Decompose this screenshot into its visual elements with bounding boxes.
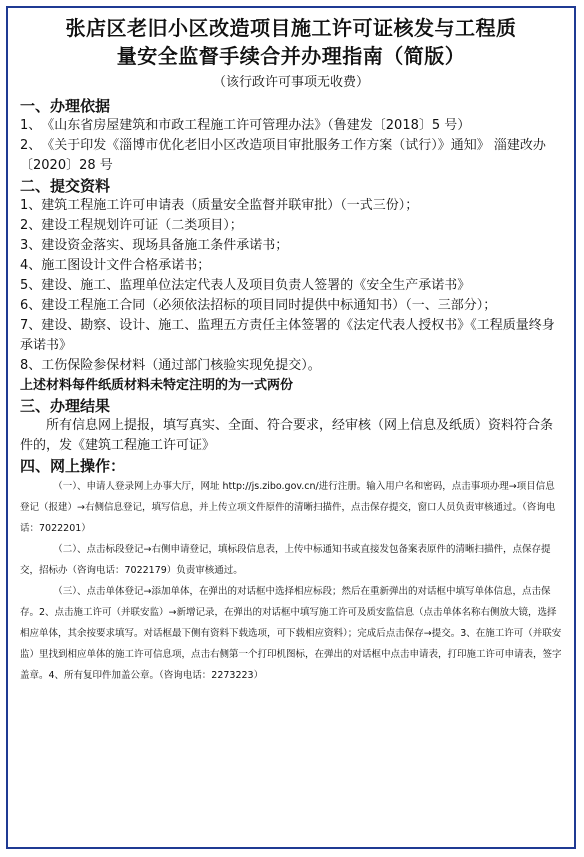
material-item-7: 7、建设、勘察、设计、施工、监理五方责任主体签署的《法定代表人授权书》《工程质量终身承诺书》 [20,318,555,353]
materials-note: 上述材料每件纸质材料未特定注明的为一式两份 [20,378,294,393]
basis-item-1: 1、 《山东省房屋建筑和市政工程施工许可管理办法》（鲁建发〔2018〕5 号） [20,118,471,133]
basis-item-2: 2、 《关于印发《淄博市优化老旧小区改造项目审批服务工作方案（试行）》通知》 淄建改办〔2020〕28 号 [20,138,546,173]
material-item-4: 4、施工图设计文件合格承诺书； [20,258,211,273]
section-3-heading: 三、办理结果 [20,397,111,415]
section-4-heading: 四、网上操作： [20,457,126,475]
document-title-line-2: 量安全监督手续合并办理指南（简版） [116,44,466,68]
result-text: 所有信息网上提报，填写真实、全面、符合要求，经审核（网上信息及纸质）资料符合条件的，发《建筑工程施工许可证》 [20,418,554,453]
online-step-3: （三）、点击单体登记→添加单体，在弹出的对话框中选择相应标段；然后在重新弹出的对话框中填写单体信息，点击保存。2、点击施工许可（并联安监）→新增记录，在弹出的对话框中填写施工许可及质安监信息（点击单体名称右侧放大镜，选择相应单体，其余按要求填写。对话框最下侧有资料下载选项，可下载相应资料）；完成后点击保存→提交。3、在施工许可（并联安监）里找到相应单体的施工许可信息项，点击右侧第一个打印机图标，在弹出的对话框中点击申请表，打印施工许可申请表，签字盖章。4、所有复印件加盖公章。（咨询电话：2273223） [20,586,562,681]
material-item-3: 3、建设资金落实、现场具备施工条件承诺书； [20,238,289,253]
guide-document [6,6,576,849]
section-1-heading: 一、办理依据 [20,97,111,115]
material-item-5: 5、建设、施工、监理单位法定代表人及项目负责人签署的《安全生产承诺书》 [20,278,471,293]
section-2-heading: 二、提交资料 [20,177,111,195]
online-step-2: （二）、点击标段登记→右侧申请登记，填标段信息表，上传中标通知书或直接发包备案表原件的清晰扫描件，点保存提交，招标办（咨询电话：7022179）负责审核通过。 [20,544,551,576]
document-title-line-1: 张店区老旧小区改造项目施工许可证核发与工程质 [65,16,517,40]
material-item-8: 8、工伤保险参保材料（通过部门核验实现免提交）。 [20,358,321,373]
material-item-6: 6、建设工程施工合同（必须依法招标的项目同时提供中标通知书）（一、三部分）； [20,298,497,313]
material-item-2: 2、建设工程规划许可证（二类项目）； [20,218,243,233]
material-item-1: 1、建筑工程施工许可申请表（质量安全监督并联审批）（一式三份）； [20,198,419,213]
document-subtitle: （该行政许可事项无收费） [212,75,369,90]
online-step-1: （一）、申请人登录网上办事大厅，网址 http://js.zibo.gov.cn/进行注册。输入用户名和密码，点击事项办理→项目信息登记（报建）→右侧信息登记，填写信息，并上传立项文件原件的清晰扫描件，点击保存提交，窗口人员负责审核通过。（咨询电话：7022201） [20,481,556,534]
